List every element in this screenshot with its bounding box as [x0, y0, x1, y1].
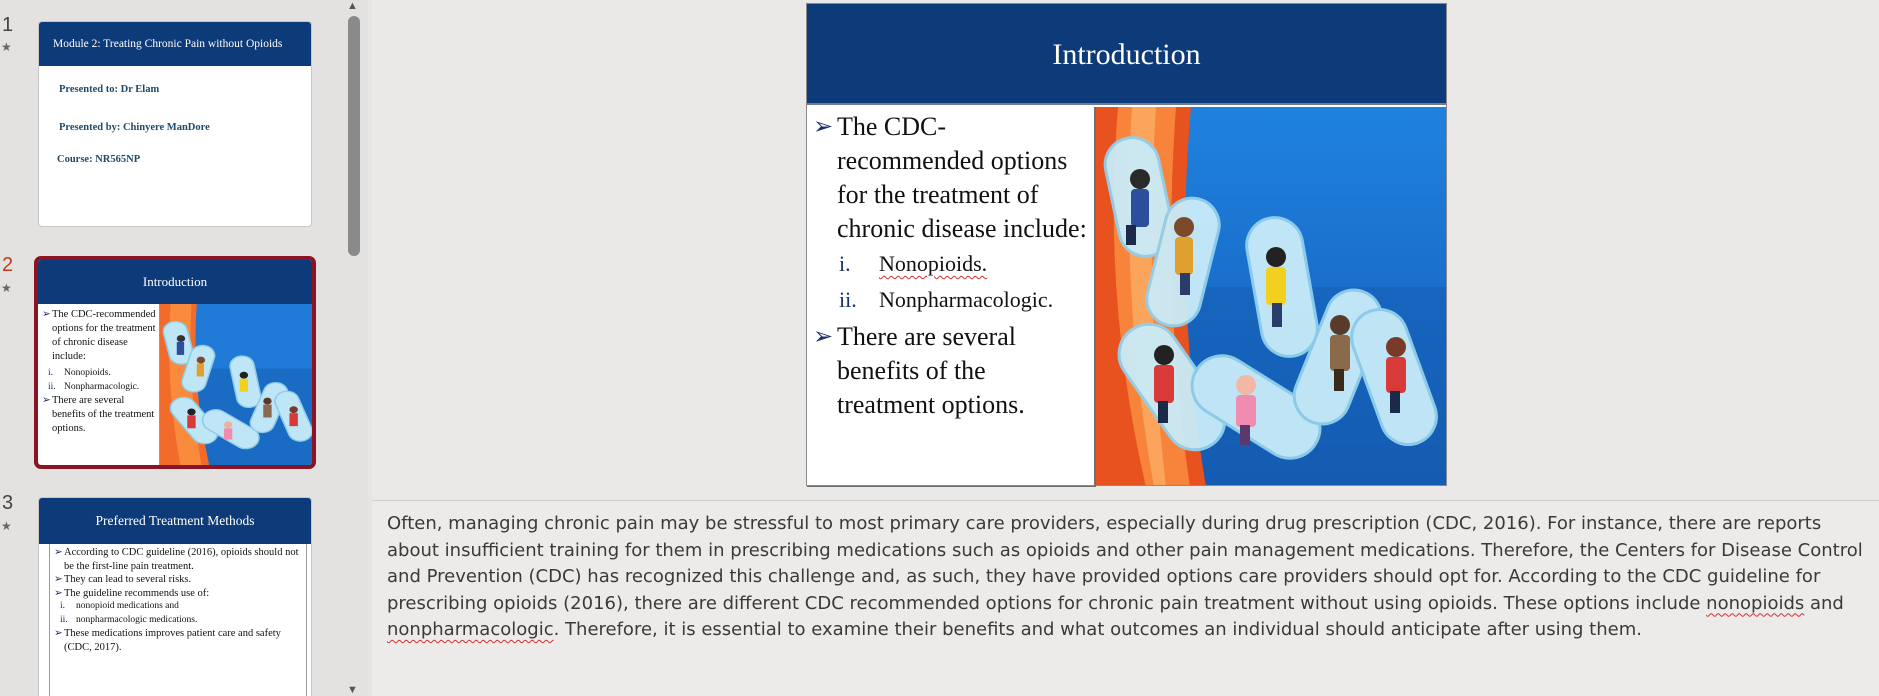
arrowhead-bullet-icon: ➢ — [54, 574, 63, 585]
thumbnail-presented-by: Presented by: Chinyere ManDore — [59, 122, 210, 133]
slide-number-1: 1 — [2, 14, 14, 36]
speaker-notes-text[interactable] — [387, 511, 1867, 644]
triangle-down-icon[interactable]: ▼ — [347, 684, 358, 696]
thumbnail-subitem: Nonpharmacologic. — [64, 382, 140, 392]
list-number: i. — [839, 251, 851, 276]
star-icon: ★ — [1, 281, 12, 295]
thumbnail-title: Introduction — [38, 260, 312, 304]
arrowhead-bullet-icon: ➢ — [54, 587, 63, 599]
slide-thumbnail-1[interactable] — [38, 21, 312, 227]
list-number: ii. — [48, 382, 56, 392]
slide-title[interactable]: Introduction — [807, 4, 1446, 105]
thumbnail-text-box — [38, 304, 160, 465]
thumbnail-subitem: Nonopioids. — [64, 368, 111, 378]
star-icon: ★ — [1, 40, 12, 54]
notes-misspelled-word: nonpharmacologic — [387, 619, 554, 640]
slide-subitem: Nonpharmacologic. — [879, 287, 1054, 312]
slide-text-box[interactable] — [807, 107, 1096, 487]
slide-thumbnail-2[interactable] — [34, 256, 316, 469]
arrowhead-bullet-icon: ➢ — [813, 324, 834, 350]
notes-misspelled-word: nonopioids — [1706, 592, 1805, 614]
arrowhead-bullet-icon: ➢ — [813, 114, 834, 140]
thumbnail-bullet: The CDC-recommended options for the treatment of chronic disease include: — [52, 309, 156, 362]
thumbnail-bullet: According to CDC guideline (2016), opioids should not be the first-line pain treatment. — [64, 547, 299, 572]
thumbnail-bullet: The guideline recommends use of: — [64, 587, 210, 599]
thumbnail-scrollbar[interactable] — [340, 0, 368, 696]
pills-illustration[interactable] — [1096, 107, 1446, 485]
list-number: ii. — [839, 287, 857, 312]
slide-number-2: 2 — [2, 254, 14, 276]
thumbnail-title: Module 2: Treating Chronic Pain without Opioids — [39, 22, 311, 66]
thumbnail-course: Course: NR565NP — [57, 154, 141, 165]
pills-illustration-thumbnail — [160, 304, 312, 465]
slide-thumbnail-3[interactable] — [38, 497, 312, 696]
arrowhead-bullet-icon: ➢ — [54, 547, 63, 558]
slide-number-3: 3 — [2, 492, 14, 514]
thumbnail-title: Preferred Treatment Methods — [39, 498, 311, 544]
scrollbar-thumb[interactable] — [348, 16, 360, 256]
thumbnail-presented-to: Presented to: Dr Elam — [59, 84, 160, 95]
thumbnail-text-box — [49, 544, 307, 696]
notes-text-part: Often, managing chronic pain may be stressful to most primary care providers, especially during drug prescription (CDC, 2016). For instance, there are reports about insufficient training for them in prescribing medications such as opioids and other pain management medications. Therefore, the Centers for Disease Control and Prevention (CDC) has recognized this challenge and, as such, they have provided options care providers should opt for. According to the CDC guideline for prescribing opioids (2016), there are different CDC recommended options for chronic pain treatment without using opioids. These options include — [387, 513, 1863, 614]
list-number: i. — [60, 601, 66, 611]
arrowhead-bullet-icon: ➢ — [42, 309, 51, 320]
notes-text-part: . Therefore, it is essential to examine their benefits and what outcomes an individual should anticipate after using them. — [553, 619, 1642, 640]
arrowhead-bullet-icon: ➢ — [42, 395, 51, 406]
slide-bullet: The CDC-recommended options for the treatment of chronic disease include: — [837, 112, 1087, 243]
slide-bullet: There are several benefits of the treatment options. — [837, 322, 1025, 419]
slide-thumbnail-panel — [0, 0, 340, 696]
list-number: ii. — [60, 614, 68, 625]
arrowhead-bullet-icon: ➢ — [54, 628, 63, 639]
star-icon: ★ — [1, 519, 12, 533]
current-slide[interactable] — [806, 3, 1447, 486]
thumbnail-subitem: nonopioid medications and — [76, 601, 179, 611]
list-number: i. — [48, 368, 54, 378]
thumbnail-bullet: They can lead to several risks. — [64, 574, 192, 585]
slide-subitem: Nonopioids. — [879, 251, 988, 276]
triangle-up-icon[interactable]: ▲ — [347, 0, 358, 12]
thumbnail-bullet: These medications improves patient care and safety (CDC, 2017). — [64, 628, 281, 653]
thumbnail-subitem: nonpharmacologic medications. — [76, 614, 198, 625]
notes-text-part: and — [1804, 592, 1844, 614]
speaker-notes-pane[interactable] — [372, 501, 1879, 696]
thumbnail-bullet: There are several benefits of the treatment options. — [52, 395, 155, 434]
